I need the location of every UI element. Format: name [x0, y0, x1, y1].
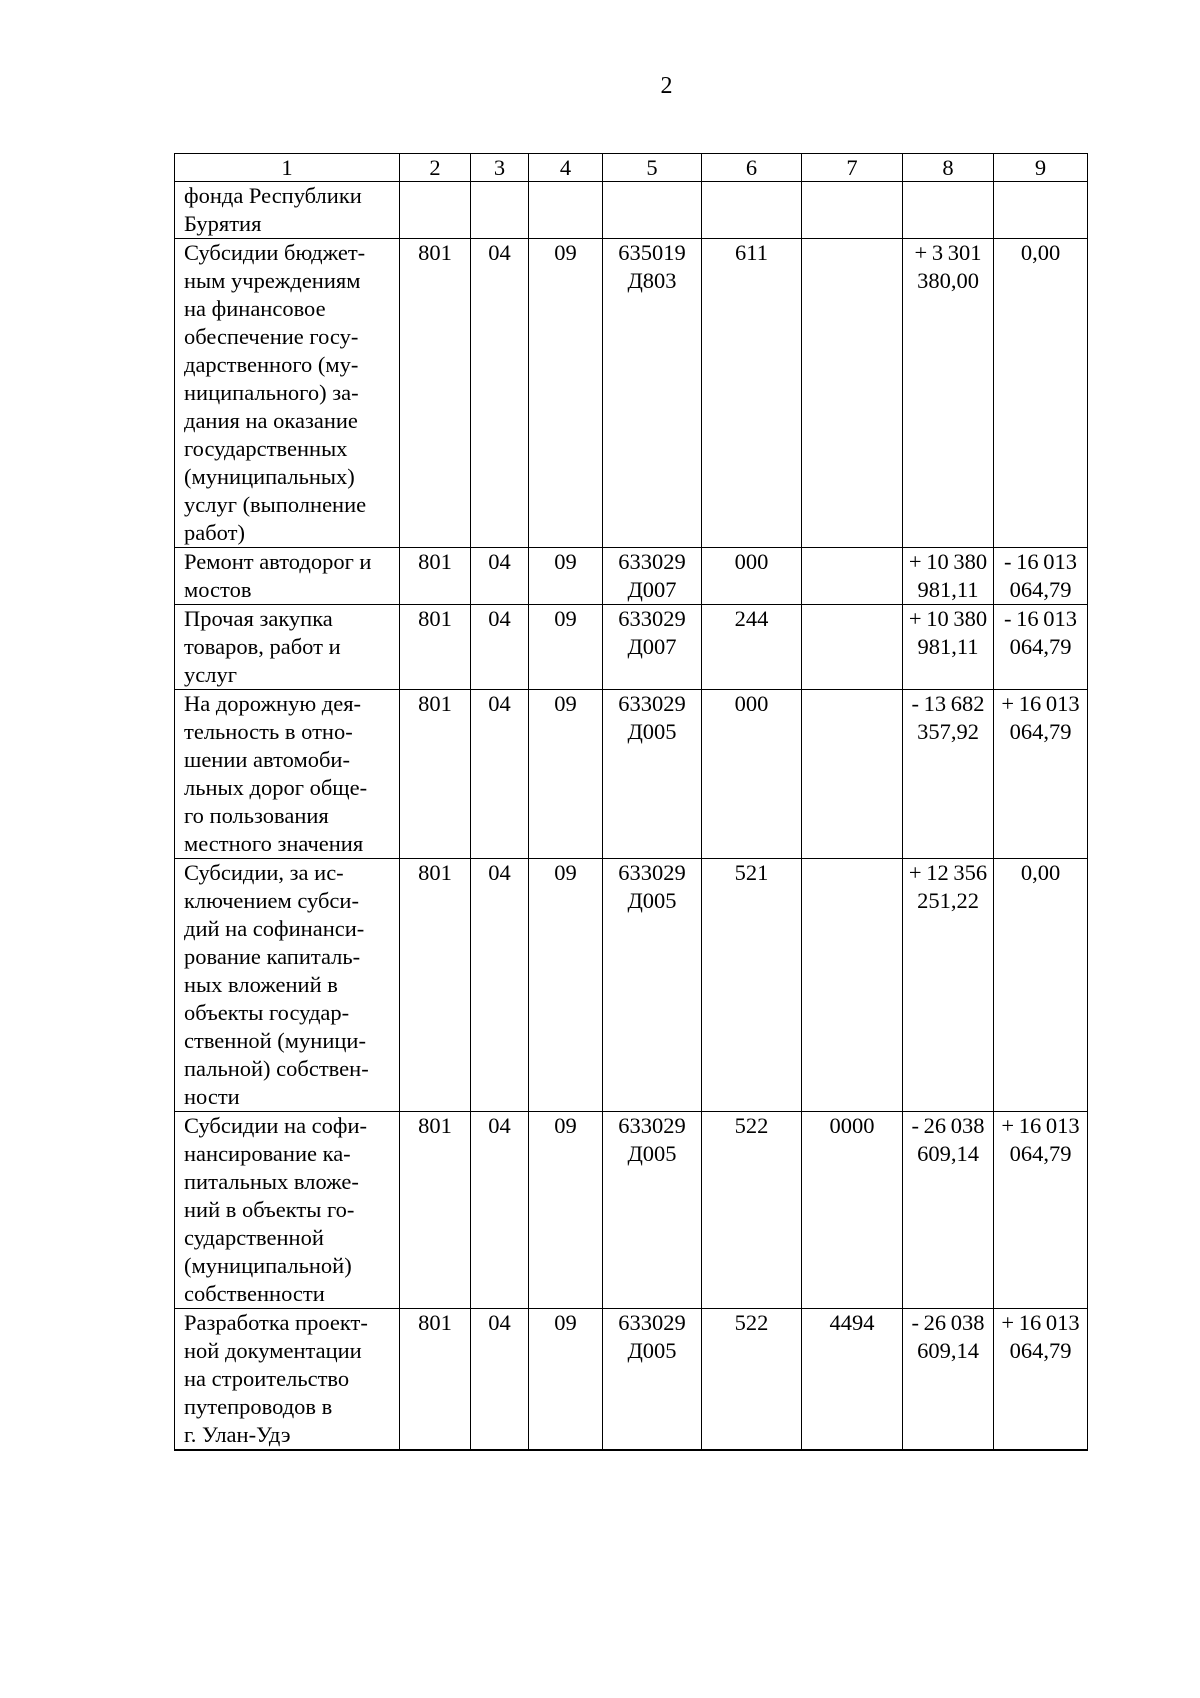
amount-change-1 — [903, 182, 994, 239]
code-line: 633029 — [618, 1113, 686, 1138]
column-header: 7 — [802, 154, 903, 182]
subsection-code: 04 — [471, 859, 529, 1112]
code-line: 633029 — [618, 1310, 686, 1335]
budget-table — [174, 153, 1088, 1451]
additional-code — [802, 239, 903, 548]
column-header: 8 — [903, 154, 994, 182]
section-code: 801 — [400, 1309, 471, 1451]
amount-line: - 16 013 — [1004, 606, 1077, 631]
group-code: 09 — [529, 1309, 603, 1451]
table-row — [175, 859, 1088, 1112]
amount-line: 064,79 — [1009, 719, 1072, 744]
amount-line: + 16 013 — [1001, 691, 1080, 716]
code-line: Д007 — [627, 634, 677, 659]
description-line: ных вложений в — [184, 972, 338, 997]
additional-code — [802, 548, 903, 605]
amount-change-1 — [903, 1309, 994, 1451]
group-code — [529, 182, 603, 239]
amount-change-2 — [994, 859, 1088, 1112]
description-line: собственности — [184, 1281, 325, 1306]
description-line: фонда Республики — [184, 183, 362, 208]
subsection-code — [471, 182, 529, 239]
amount-change-2 — [994, 605, 1088, 690]
expense-type-code: 611 — [702, 239, 802, 548]
header-row — [175, 154, 1088, 182]
description-line: путепроводов в — [184, 1394, 333, 1419]
description-line: услуг (выполнение — [184, 492, 367, 517]
group-code: 09 — [529, 548, 603, 605]
amount-change-1 — [903, 239, 994, 548]
description-line: обеспечение госу- — [184, 324, 359, 349]
description-line: услуг — [184, 662, 237, 687]
expense-type-code: 244 — [702, 605, 802, 690]
additional-code — [802, 859, 903, 1112]
description-line: ной документации — [184, 1338, 362, 1363]
target-article-code — [603, 548, 702, 605]
code-line: 633029 — [618, 549, 686, 574]
description-line: г. Улан-Удэ — [184, 1422, 291, 1447]
section-code: 801 — [400, 605, 471, 690]
table-row — [175, 182, 1088, 239]
code-line: 635019 — [618, 240, 686, 265]
description-line: (муниципальной) — [184, 1253, 352, 1278]
description-line: ности — [184, 1084, 240, 1109]
subsection-code: 04 — [471, 1309, 529, 1451]
expense-type-code — [702, 182, 802, 239]
description-line: на строительство — [184, 1366, 350, 1391]
amount-line: 251,22 — [917, 888, 979, 913]
description-line: дий на софинанси- — [184, 916, 365, 941]
amount-line: 0,00 — [1020, 860, 1061, 885]
column-header: 9 — [994, 154, 1088, 182]
amount-line: + 12 356 — [908, 860, 988, 885]
code-line: 633029 — [618, 606, 686, 631]
description-line: сударственной — [184, 1225, 324, 1250]
section-code — [400, 182, 471, 239]
description-line: шении автомоби- — [184, 747, 350, 772]
amount-change-1 — [903, 690, 994, 859]
description-line: дарственного (му- — [184, 352, 359, 377]
group-code: 09 — [529, 690, 603, 859]
row-description — [175, 1309, 400, 1451]
amount-line: - 16 013 — [1004, 549, 1077, 574]
description-line: Прочая закупка — [184, 606, 333, 631]
amount-line: 609,14 — [917, 1338, 979, 1363]
description-line: рование капиталь- — [184, 944, 361, 969]
amount-line: 064,79 — [1009, 577, 1072, 602]
additional-code — [802, 182, 903, 239]
table-body — [175, 154, 1088, 1451]
row-description — [175, 859, 400, 1112]
additional-code: 4494 — [802, 1309, 903, 1451]
target-article-code — [603, 182, 702, 239]
amount-line: + 16 013 — [1001, 1310, 1080, 1335]
page-number: 2 — [660, 73, 673, 99]
amount-line: + 10 380 — [908, 549, 988, 574]
amount-change-2 — [994, 548, 1088, 605]
row-description — [175, 182, 400, 239]
description-line: Субсидии бюджет- — [184, 240, 366, 265]
group-code: 09 — [529, 605, 603, 690]
amount-change-2 — [994, 182, 1088, 239]
additional-code: 0000 — [802, 1112, 903, 1309]
amount-line: 064,79 — [1009, 1141, 1072, 1166]
description-line: Ремонт автодорог и — [184, 549, 372, 574]
section-code: 801 — [400, 690, 471, 859]
amount-line: - 13 682 — [911, 691, 985, 716]
description-line: ственной (муници- — [184, 1028, 366, 1053]
target-article-code — [603, 239, 702, 548]
description-line: питальных вложе- — [184, 1169, 359, 1194]
description-line: льных дорог обще- — [184, 775, 368, 800]
description-line: ключением субси- — [184, 888, 359, 913]
table-row — [175, 1309, 1088, 1451]
description-line: работ) — [184, 520, 245, 545]
description-line: товаров, работ и — [184, 634, 341, 659]
table-row — [175, 605, 1088, 690]
target-article-code — [603, 859, 702, 1112]
section-code: 801 — [400, 859, 471, 1112]
code-line: Д005 — [627, 1141, 677, 1166]
subsection-code: 04 — [471, 605, 529, 690]
amount-line: - 26 038 — [911, 1113, 985, 1138]
expense-type-code: 521 — [702, 859, 802, 1112]
column-header: 5 — [603, 154, 702, 182]
section-code: 801 — [400, 548, 471, 605]
column-header: 4 — [529, 154, 603, 182]
target-article-code — [603, 690, 702, 859]
table-row — [175, 690, 1088, 859]
expense-type-code: 000 — [702, 690, 802, 859]
column-header: 2 — [400, 154, 471, 182]
target-article-code — [603, 1112, 702, 1309]
code-line: 633029 — [618, 860, 686, 885]
expense-type-code: 522 — [702, 1112, 802, 1309]
amount-line: 981,11 — [917, 634, 979, 659]
code-line: Д803 — [627, 268, 677, 293]
target-article-code — [603, 1309, 702, 1451]
code-line: Д007 — [627, 577, 677, 602]
section-code: 801 — [400, 239, 471, 548]
expense-type-code: 522 — [702, 1309, 802, 1451]
additional-code — [802, 605, 903, 690]
row-description — [175, 239, 400, 548]
amount-change-2 — [994, 1309, 1088, 1451]
group-code: 09 — [529, 1112, 603, 1309]
group-code: 09 — [529, 239, 603, 548]
amount-change-2 — [994, 690, 1088, 859]
subsection-code: 04 — [471, 239, 529, 548]
amount-line: - 26 038 — [911, 1310, 985, 1335]
expense-type-code: 000 — [702, 548, 802, 605]
table-row — [175, 548, 1088, 605]
description-line: пальной) собствен- — [184, 1056, 369, 1081]
description-line: ниципального) за- — [184, 380, 359, 405]
code-line: Д005 — [627, 888, 677, 913]
column-header: 1 — [175, 154, 400, 182]
description-line: государственных — [184, 436, 348, 461]
amount-line: 064,79 — [1009, 1338, 1072, 1363]
code-line: Д005 — [627, 1338, 677, 1363]
amount-line: 380,00 — [917, 268, 979, 293]
amount-change-2 — [994, 1112, 1088, 1309]
additional-code — [802, 690, 903, 859]
amount-line: + 16 013 — [1001, 1113, 1080, 1138]
description-line: Разработка проект- — [184, 1310, 368, 1335]
description-line: Субсидии на софи- — [184, 1113, 368, 1138]
description-line: нансирование ка- — [184, 1141, 351, 1166]
group-code: 09 — [529, 859, 603, 1112]
description-line: объекты государ- — [184, 1000, 350, 1025]
description-line: Бурятия — [184, 211, 262, 236]
amount-change-2 — [994, 239, 1088, 548]
amount-line: 0,00 — [1020, 240, 1061, 265]
code-line: 633029 — [618, 691, 686, 716]
amount-change-1 — [903, 605, 994, 690]
amount-change-1 — [903, 548, 994, 605]
description-line: ным учреждениям — [184, 268, 361, 293]
amount-line: 609,14 — [917, 1141, 979, 1166]
amount-line: + 3 301 — [914, 240, 982, 265]
description-line: мостов — [184, 577, 252, 602]
subsection-code: 04 — [471, 1112, 529, 1309]
description-line: на финансовое — [184, 296, 326, 321]
column-header: 6 — [702, 154, 802, 182]
description-line: дания на оказание — [184, 408, 358, 433]
description-line: тельность в отно- — [184, 719, 353, 744]
table-row — [175, 239, 1088, 548]
section-code: 801 — [400, 1112, 471, 1309]
description-line: ний в объекты го- — [184, 1197, 355, 1222]
amount-line: 357,92 — [917, 719, 979, 744]
table-row — [175, 1112, 1088, 1309]
amount-line: 981,11 — [917, 577, 979, 602]
row-description — [175, 1112, 400, 1309]
description-line: Субсидии, за ис- — [184, 860, 344, 885]
row-description — [175, 690, 400, 859]
description-line: го пользования — [184, 803, 329, 828]
amount-change-1 — [903, 1112, 994, 1309]
amount-line: + 10 380 — [908, 606, 988, 631]
description-line: местного значения — [184, 831, 364, 856]
row-description — [175, 605, 400, 690]
code-line: Д005 — [627, 719, 677, 744]
column-header: 3 — [471, 154, 529, 182]
description-line: (муниципальных) — [184, 464, 355, 489]
amount-line: 064,79 — [1009, 634, 1072, 659]
amount-change-1 — [903, 859, 994, 1112]
subsection-code: 04 — [471, 690, 529, 859]
row-description — [175, 548, 400, 605]
subsection-code: 04 — [471, 548, 529, 605]
description-line: На дорожную дея- — [184, 691, 362, 716]
target-article-code — [603, 605, 702, 690]
